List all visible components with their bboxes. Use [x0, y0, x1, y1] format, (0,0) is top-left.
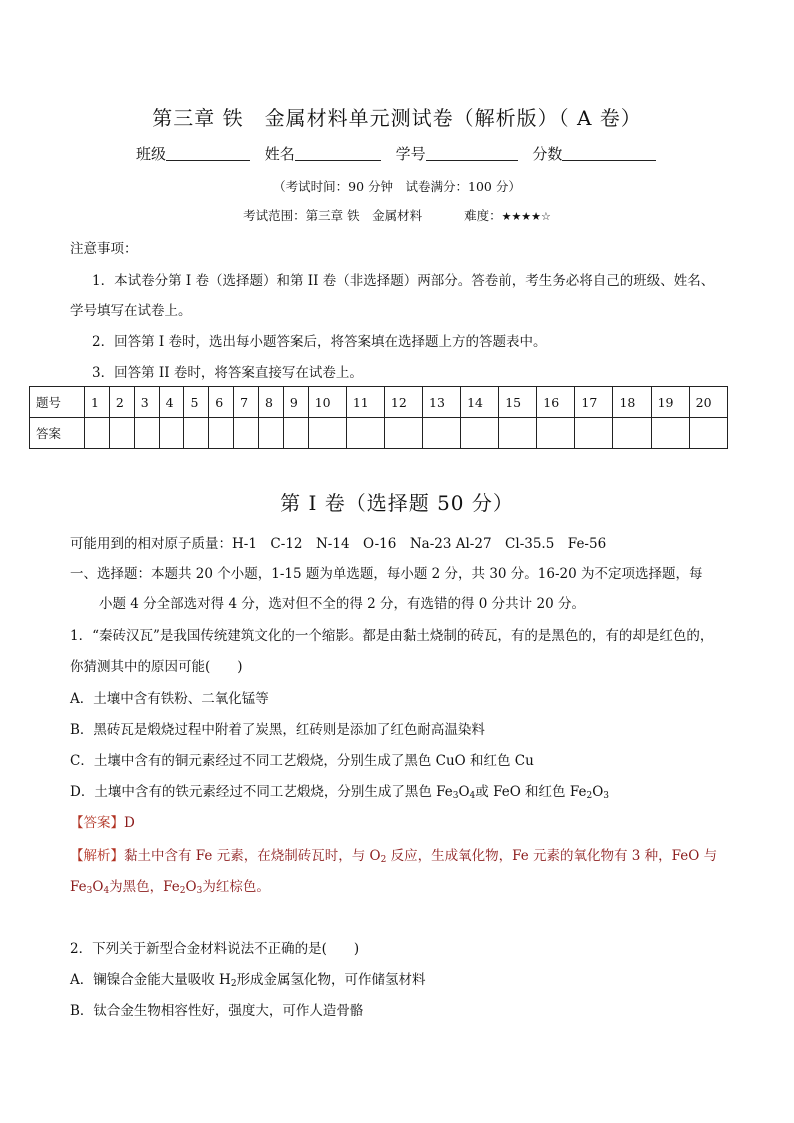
number-row-label: 题号 — [30, 387, 85, 418]
q1-option-d — [70, 780, 609, 801]
note-item-2: 2．回答第 I 卷时，选出每小题答案后，将答案填在选择题上方的答题表中。 — [92, 334, 547, 350]
question-number-cell: 10 — [308, 387, 346, 418]
name-blank[interactable] — [295, 144, 381, 161]
q2-option-a — [70, 968, 426, 989]
subscript: 4 — [469, 791, 476, 801]
subscript: 2 — [380, 855, 387, 865]
subscript: 3 — [196, 886, 203, 896]
answer-row-label: 答案 — [30, 418, 85, 449]
answer-cell[interactable] — [346, 418, 384, 449]
q2-option-a-text: 形成金属氢化物，可作储氢材料 — [236, 972, 426, 988]
analysis-text: 黏土中含有 Fe 元素，在烧制砖瓦时，与 O — [124, 848, 381, 864]
id-blank[interactable] — [426, 144, 518, 161]
answer-cell[interactable] — [499, 418, 537, 449]
answer-cell[interactable] — [308, 418, 346, 449]
q1-analysis-line-2 — [70, 875, 270, 896]
note-item-3: 3．回答第 II 卷时，将答案直接写在试卷上。 — [92, 365, 363, 381]
answer-cell[interactable] — [461, 418, 499, 449]
note-item-1-cont: 学号填写在试卷上。 — [70, 303, 192, 319]
q1-analysis-line-1 — [70, 844, 717, 865]
answer-cell[interactable] — [689, 418, 727, 449]
question-number-cell: 3 — [134, 387, 159, 418]
question-number-cell: 9 — [283, 387, 308, 418]
answer-cell[interactable] — [575, 418, 613, 449]
atomic-masses: 可能用到的相对原子质量：H-1 C-12 N-14 O-16 Na-23 Al-27 Cl-35.5 Fe-56 — [70, 536, 607, 552]
question-number-cell: 8 — [259, 387, 284, 418]
answer-label: 【答案】 — [70, 815, 124, 831]
answer-cell[interactable] — [184, 418, 209, 449]
score-blank[interactable] — [562, 144, 656, 161]
instructions-line-1: 一、选择题：本题共 20 个小题，1-15 题为单选题，每小题 2 分，共 30 分。16-20 为不定项选择题，每 — [70, 566, 703, 582]
answer-cell[interactable] — [209, 418, 234, 449]
answer-cell[interactable] — [85, 418, 110, 449]
subscript: 4 — [103, 886, 110, 896]
answer-cell[interactable] — [613, 418, 651, 449]
analysis-text: 为红棕色。 — [202, 879, 270, 895]
q1-option-d-text: O — [458, 784, 470, 800]
question-number-cell: 13 — [423, 387, 461, 418]
class-label: 班级 — [136, 145, 167, 163]
analysis-label: 【解析】 — [70, 848, 124, 864]
question-number-cell: 20 — [689, 387, 727, 418]
q2-option-a-text: A．镧镍合金能大量吸收 H — [70, 972, 231, 988]
question-number-cell: 17 — [575, 387, 613, 418]
answer-cell[interactable] — [283, 418, 308, 449]
analysis-text: Fe — [70, 879, 87, 895]
answer-cell[interactable] — [109, 418, 134, 449]
question-number-cell: 7 — [234, 387, 259, 418]
subscript: 2 — [586, 791, 593, 801]
question-number-cell: 14 — [461, 387, 499, 418]
analysis-text: 为黑色，Fe — [109, 879, 180, 895]
analysis-text: 反应，生成氧化物，Fe 元素的氧化物有 3 种，FeO 与 — [386, 848, 718, 864]
q2-stem: 2．下列关于新型合金材料说法不正确的是( ) — [70, 941, 360, 957]
q1-option-d-text: 或 FeO 和红色 Fe — [475, 784, 587, 800]
q2-option-b: B．钛合金生物相容性好，强度大，可作人造骨骼 — [70, 1003, 364, 1019]
answer-cell[interactable] — [234, 418, 259, 449]
answer-cell[interactable] — [537, 418, 575, 449]
difficulty-stars: ★★★★☆ — [501, 210, 551, 223]
q1-option-d-text: D．土壤中含有的铁元素经过不同工艺煅烧，分别生成了黑色 Fe — [70, 784, 453, 800]
q1-answer — [70, 811, 135, 831]
question-number-cell: 18 — [613, 387, 651, 418]
question-number-cell: 15 — [499, 387, 537, 418]
note-item-1: 1．本试卷分第 I 卷（选择题）和第 II 卷（非选择题）两部分。答卷前，考生务必将自己的班级、姓名、 — [92, 273, 715, 289]
question-number-cell: 4 — [159, 387, 184, 418]
answer-cell[interactable] — [259, 418, 284, 449]
scope-label: 考试范围：第三章 铁 金属材料 — [243, 208, 423, 223]
instructions-line-2: 小题 4 分全部选对得 4 分，选对但不全的得 2 分，有选错的得 0 分共计 20 分。 — [99, 596, 585, 612]
exam-time: （考试时间：90 分钟 试卷满分：100 分） — [273, 179, 521, 194]
question-number-cell: 19 — [651, 387, 689, 418]
q1-option-b: B．黑砖瓦是煅烧过程中附着了炭黑，红砖则是添加了红色耐高温染料 — [70, 722, 485, 738]
subscript: 2 — [179, 886, 186, 896]
subscript: 3 — [452, 791, 459, 801]
analysis-text: O — [185, 879, 197, 895]
scope-line — [0, 206, 794, 224]
subscript: 3 — [603, 791, 610, 801]
id-label: 学号 — [395, 145, 426, 163]
q1-stem-line-2: 你猜测其中的原因可能( ) — [70, 659, 243, 675]
notes-heading: 注意事项： — [70, 241, 138, 257]
name-label: 姓名 — [264, 145, 295, 163]
question-number-cell: 12 — [384, 387, 422, 418]
question-number-cell: 2 — [109, 387, 134, 418]
section-title: 第 I 卷（选择题 50 分） — [280, 491, 514, 515]
analysis-text: O — [92, 879, 104, 895]
answer-table-number-row — [30, 387, 728, 418]
question-number-cell: 5 — [184, 387, 209, 418]
answer-value: D — [124, 815, 135, 831]
class-blank[interactable] — [166, 144, 250, 161]
answer-table-answer-row — [30, 418, 728, 449]
answer-cell[interactable] — [159, 418, 184, 449]
answer-table — [29, 386, 728, 449]
answer-cell[interactable] — [651, 418, 689, 449]
question-number-cell: 1 — [85, 387, 110, 418]
answer-cell[interactable] — [134, 418, 159, 449]
q1-option-d-text: O — [592, 784, 604, 800]
score-label: 分数 — [532, 145, 563, 163]
question-number-cell: 11 — [346, 387, 384, 418]
q1-option-c: C．土壤中含有的铜元素经过不同工艺煅烧，分别生成了黑色 CuO 和红色 Cu — [70, 753, 534, 769]
q1-option-a: A．土壤中含有铁粉、二氧化锰等 — [70, 691, 269, 707]
answer-cell[interactable] — [423, 418, 461, 449]
question-number-cell: 16 — [537, 387, 575, 418]
subscript: 2 — [230, 979, 237, 989]
question-number-cell: 6 — [209, 387, 234, 418]
answer-cell[interactable] — [384, 418, 422, 449]
q1-stem-line-1: 1．“秦砖汉瓦”是我国传统建筑文化的一个缩影。都是由黏土烧制的砖瓦，有的是黑色的，有的却是红色的， — [70, 628, 714, 644]
difficulty-label: 难度： — [464, 208, 502, 223]
subscript: 3 — [86, 886, 93, 896]
page-title: 第三章 铁 金属材料单元测试卷（解析版）（ A 卷） — [152, 106, 642, 130]
student-info-line — [136, 143, 666, 164]
